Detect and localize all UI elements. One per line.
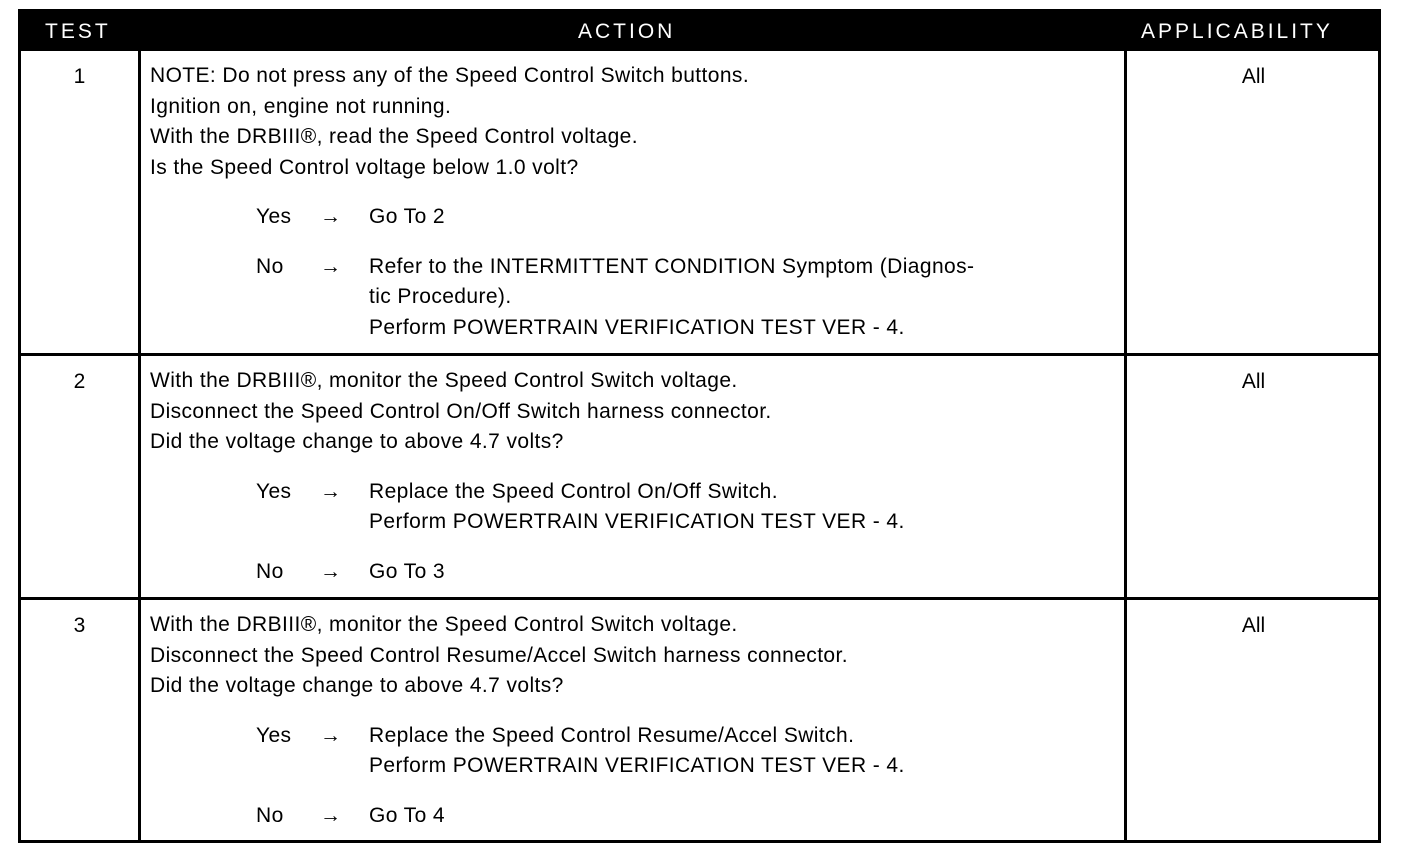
diagnostic-table	[18, 9, 1381, 843]
test-number: 1	[73, 65, 86, 88]
action-cell	[150, 610, 1125, 831]
answer-yes	[150, 202, 1125, 233]
row-divider	[21, 353, 1378, 356]
action-cell	[150, 366, 1125, 587]
action-line: Is the Speed Control voltage below 1.0 volt?	[150, 155, 579, 179]
header-applicability: APPLICABILITY	[1141, 20, 1333, 43]
header-test: TEST	[45, 20, 111, 43]
answer-result: Perform POWERTRAIN VERIFICATION TEST VER - 4.	[369, 754, 905, 777]
test-number: 3	[73, 614, 86, 637]
answer-yes	[150, 721, 1125, 782]
answer-no	[150, 252, 1125, 344]
answer-result: Replace the Speed Control Resume/Accel Switch.	[369, 723, 855, 747]
answer-result: Go To 4	[369, 803, 445, 827]
answer-no	[150, 557, 1125, 588]
arrow-icon: →	[320, 479, 342, 503]
answer-result: Perform POWERTRAIN VERIFICATION TEST VER - 4.	[369, 315, 905, 339]
answer-label: No	[256, 559, 284, 583]
action-cell	[150, 61, 1125, 343]
test-number: 2	[73, 370, 86, 393]
answer-label: No	[256, 803, 284, 827]
answer-no	[150, 801, 1125, 832]
arrow-icon: →	[320, 803, 342, 827]
column-divider	[138, 51, 141, 840]
action-line: With the DRBIII®, read the Speed Control voltage.	[150, 125, 638, 148]
arrow-icon: →	[320, 559, 342, 583]
action-line: Ignition on, engine not running.	[150, 94, 452, 118]
answer-result: Perform POWERTRAIN VERIFICATION TEST VER - 4.	[369, 510, 905, 533]
answer-result: tic Procedure).	[369, 285, 512, 308]
answer-label: Yes	[256, 723, 292, 747]
arrow-icon: →	[320, 254, 342, 278]
action-line: Disconnect the Speed Control On/Off Switch harness connector.	[150, 399, 772, 423]
answer-label: Yes	[256, 479, 292, 503]
applicability-value: All	[1241, 614, 1266, 637]
answer-label: Yes	[256, 205, 292, 228]
row-divider	[21, 597, 1378, 600]
applicability-value: All	[1241, 65, 1266, 88]
action-line: Did the voltage change to above 4.7 volts?	[150, 430, 564, 453]
table-header	[21, 12, 1378, 51]
action-line: NOTE: Do not press any of the Speed Control Switch buttons.	[150, 64, 750, 87]
action-line: With the DRBIII®, monitor the Speed Control Switch voltage.	[150, 613, 738, 636]
arrow-icon: →	[320, 723, 342, 747]
arrow-icon: →	[320, 205, 342, 228]
header-action: ACTION	[578, 20, 676, 43]
applicability-value: All	[1241, 370, 1266, 393]
action-line: With the DRBIII®, monitor the Speed Control Switch voltage.	[150, 369, 738, 392]
answer-label: No	[256, 254, 284, 278]
answer-yes	[150, 477, 1125, 538]
answer-result: Go To 2	[369, 205, 445, 228]
answer-result: Replace the Speed Control On/Off Switch.	[369, 479, 778, 503]
answer-result: Go To 3	[369, 559, 445, 583]
action-line: Disconnect the Speed Control Resume/Accel Switch harness connector.	[150, 643, 848, 667]
action-line: Did the voltage change to above 4.7 volts?	[150, 674, 564, 697]
answer-result: Refer to the INTERMITTENT CONDITION Symptom (Diagnos-	[369, 254, 975, 278]
